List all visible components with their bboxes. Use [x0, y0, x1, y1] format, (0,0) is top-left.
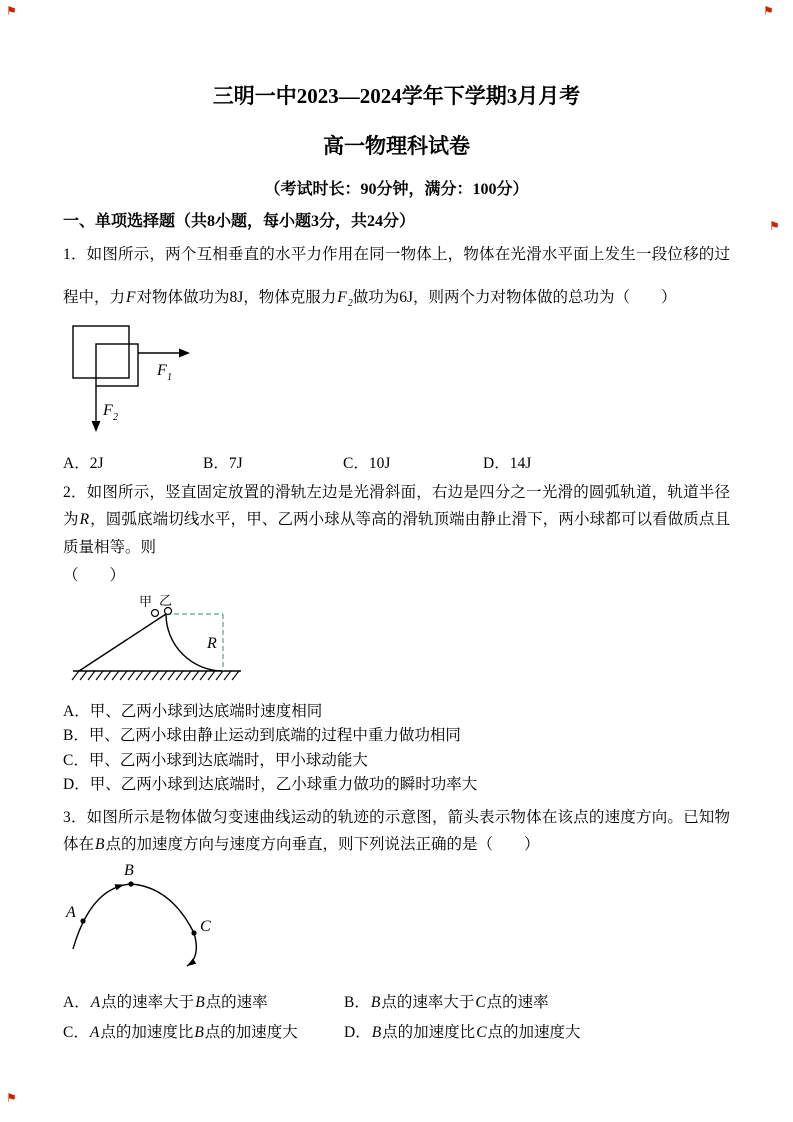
q1-option-d: D．14J — [483, 454, 532, 472]
velocity-end-arrowhead-icon — [187, 958, 196, 966]
radius-label: R — [207, 634, 217, 652]
point-a-label: A — [66, 903, 76, 921]
outer-block — [73, 326, 129, 378]
q2-option-a: A．甲、乙两小球到达底端时速度相同 — [63, 702, 323, 720]
red-marker-icon: ⚑ — [6, 1091, 17, 1105]
question-1-text: 1．如图所示，两个互相垂直的水平力作用在同一物体上，物体在光滑水平面上发生一段位移的过程中，力F对物体做功为8J，物体克服力$F_2$做功为6J，则两个力对物体做的总功为（ ） — [63, 246, 730, 310]
q2-option-c: C．甲、乙两小球到达底端时，甲小球动能大 — [63, 751, 368, 769]
force-diagram — [69, 322, 204, 434]
force1-subscript: 1 — [167, 371, 172, 383]
question-2-figure — [71, 593, 730, 690]
question-3-figure — [63, 861, 730, 978]
velocity-arrowhead-icon — [115, 884, 125, 890]
question-2-text: 2．如图所示，竖直固定放置的滑轨左边是光滑斜面，右边是四分之一光滑的圆弧轨道，轨道半径为R，圆弧底端切线水平，甲、乙两小球从等高的滑轨顶端由静止滑下，两小球都可以看做质点且质量相等。则 — [63, 483, 730, 556]
question-3-options — [63, 988, 730, 1048]
ramp-and-arc-diagram — [71, 593, 246, 685]
point-c-label: C — [200, 917, 211, 935]
q3-option-d: D．B点的加速度比C点的加速度大 — [344, 1023, 581, 1041]
ball-yi-label: 乙 — [159, 592, 173, 608]
question-2-answer-blank: （ ） — [63, 566, 126, 584]
q3-option-b: B．B点的速率大于C点的速率 — [344, 993, 549, 1011]
point-a-dot — [80, 918, 85, 923]
red-marker-icon: ⚑ — [769, 219, 780, 233]
force2-arrowhead-icon — [92, 421, 101, 432]
ground-hatching — [72, 671, 239, 680]
q2-option-b: B．甲、乙两小球由静止运动到底端的过程中重力做功相同 — [63, 727, 461, 745]
q1-option-b: B．7J — [203, 454, 243, 472]
force2-label: F — [103, 401, 113, 419]
inner-block — [96, 344, 138, 386]
force1-label: F — [157, 361, 167, 379]
point-c-dot — [191, 930, 196, 935]
q2-option-d: D．甲、乙两小球到达底端时，乙小球重力做功的瞬时功率大 — [63, 776, 478, 794]
exam-title: 三明一中2023—2024学年下学期3月月考 — [212, 84, 581, 108]
q1-option-a: A．2J — [63, 454, 104, 472]
ball-jia-label: 甲 — [139, 593, 153, 609]
trajectory-curve — [73, 884, 196, 966]
trajectory-diagram — [63, 861, 223, 973]
force2-subscript: 2 — [113, 411, 118, 423]
point-b-dot — [128, 881, 133, 886]
ball-jia — [152, 609, 159, 616]
question-1-options — [63, 451, 730, 473]
ball-yi — [165, 607, 172, 614]
question-1-figure — [69, 322, 730, 439]
q3-option-c: C．A点的加速度比B点的加速度大 — [63, 1023, 298, 1041]
exam-subject-title: 高一物理科试卷 — [323, 134, 470, 158]
incline-track — [79, 614, 166, 671]
red-marker-icon: ⚑ — [6, 4, 17, 18]
red-marker-icon: ⚑ — [763, 4, 774, 18]
point-b-label: B — [124, 861, 134, 879]
q3-option-a: A．A点的速率大于B点的速率 — [63, 993, 268, 1011]
question-2-options — [63, 700, 730, 798]
exam-info: （考试时长：90分钟，满分：100分） — [264, 181, 529, 198]
question-3-text: 3．如图所示是物体做匀变速曲线运动的轨迹的示意图，箭头表示物体在该点的速度方向。已知物体在B点的加速度方向与速度方向垂直，则下列说法正确的是（ ） — [63, 808, 730, 854]
q1-option-c: C．10J — [343, 454, 391, 472]
section-1-header: 一、单项选择题（共8小题，每小题3分，共24分） — [63, 213, 416, 230]
force1-arrowhead-icon — [179, 348, 190, 357]
